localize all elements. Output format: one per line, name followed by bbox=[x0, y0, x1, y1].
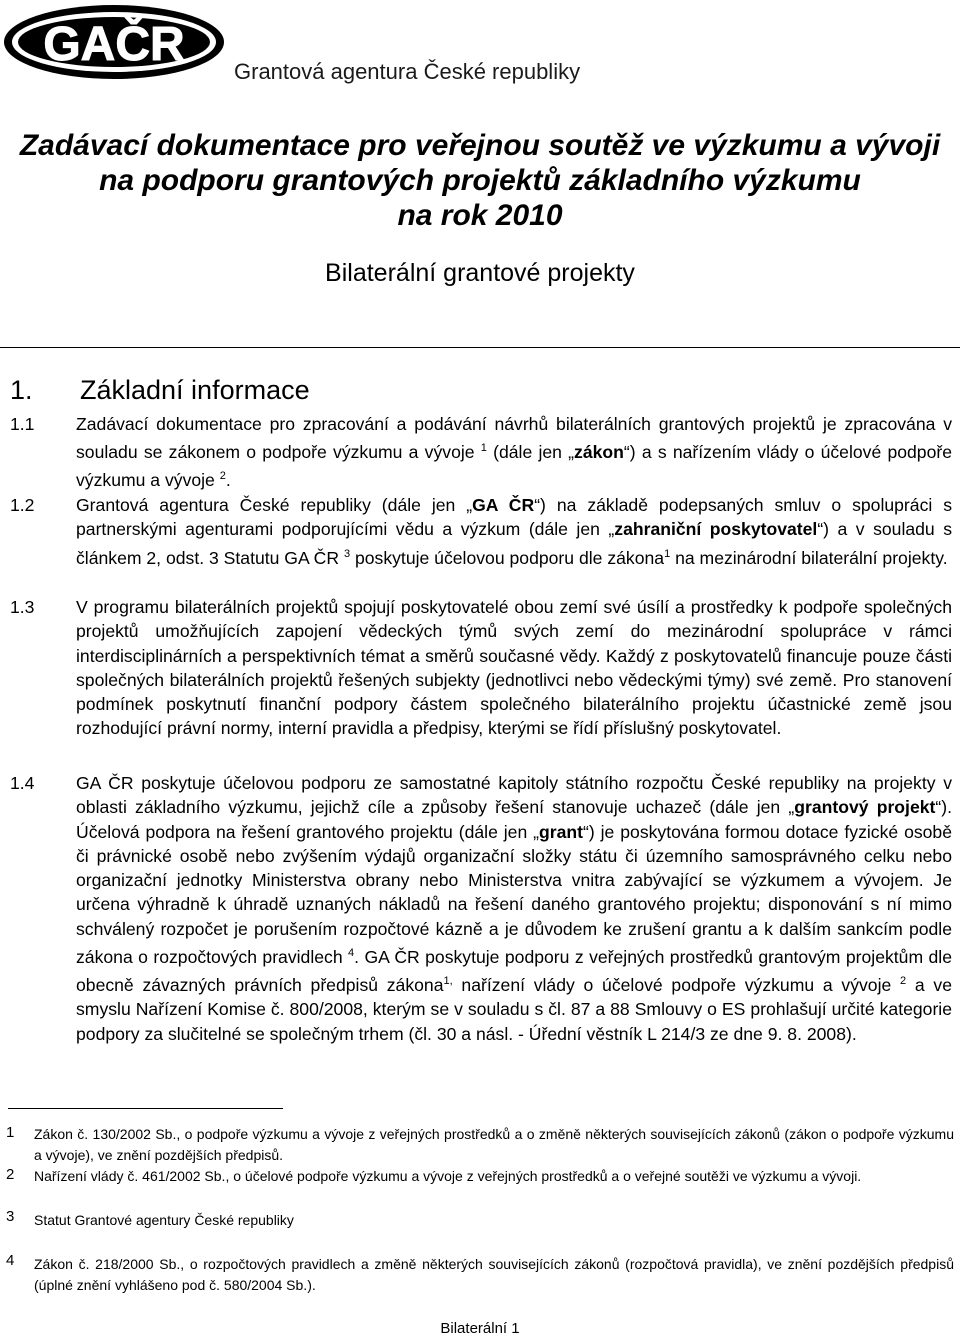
paragraph-text: . GA ČR poskytuje podporu z veřejných prostředků grantovým projektům dle obecně závazných právních předpisů zákona bbox=[76, 946, 953, 996]
logo-text: GAČR bbox=[43, 18, 185, 71]
footnote-ref: 2 bbox=[219, 470, 226, 483]
document-title-line-3: na rok 2010 bbox=[397, 199, 563, 232]
paragraph-text: poskytuje účelovou podporu dle zákona bbox=[350, 547, 665, 568]
paragraph-text: “) a v souladu s článkem 2, odst. 3 Statutu GA ČR bbox=[76, 519, 953, 568]
paragraph-text: nařízení vlády o účelové podpoře výzkumu a vývoje bbox=[452, 975, 901, 996]
paragraph-text: GA ČR poskytuje účelovou podporu ze samostatné kapitoly státního rozpočtu České republiky na projekty v oblasti základního výzkumu, jejichž cíle a způsoby řešení stanovuje uchazeč (dále jen „ bbox=[76, 773, 952, 818]
footnote-ref: 1, bbox=[443, 975, 453, 988]
paragraph-1-4 bbox=[76, 771, 952, 1046]
document-title-line-1: Zadávací dokumentace pro veřejnou soutěž ve výzkumu a vývoji bbox=[19, 129, 941, 162]
paragraph-text: (dále jen „ bbox=[486, 442, 575, 463]
section-heading bbox=[10, 375, 310, 406]
defined-term: grantový projekt bbox=[794, 797, 936, 818]
paragraph-text: Zadávací dokumentace pro zpracování a podávání návrhů bilaterálních grantových projektů je zpracována v souladu se zákonem o podpoře výzkumu a vývoje bbox=[76, 414, 952, 463]
paragraph-number: 1.4 bbox=[10, 773, 35, 793]
footnote-1: Zákon č. 130/2002 Sb., o podpoře výzkumu a vývoje z veřejných prostředků a o změně některých souvisejících zákonů (zákon o podpoře výzkumu a vývoje), ve znění pozdějších předpisů. bbox=[34, 1126, 954, 1163]
footnote-number: 2 bbox=[6, 1166, 15, 1183]
defined-term: grant bbox=[539, 821, 584, 842]
section-number: 1. bbox=[10, 375, 33, 405]
footnote-ref: 4 bbox=[348, 947, 355, 960]
section-title: Základní informace bbox=[80, 375, 310, 405]
footnote-divider bbox=[8, 1108, 283, 1109]
document-title-line-2: na podporu grantových projektů základního výzkumu bbox=[99, 164, 861, 197]
footnote-2: Nařízení vlády č. 461/2002 Sb., o účelové podpoře výzkumu a vývoje z veřejných prostředků a o veřejné soutěži ve výzkumu a vývoji. bbox=[34, 1168, 862, 1184]
document-subtitle: Bilaterální grantové projekty bbox=[325, 259, 635, 287]
paragraph-1-3 bbox=[76, 595, 952, 741]
paragraph-1-1 bbox=[76, 412, 952, 493]
paragraph-text: Grantová agentura České republiky (dále jen „ bbox=[76, 495, 473, 515]
page-footer: Bilaterální 1 bbox=[440, 1320, 520, 1337]
paragraph-1-2 bbox=[76, 493, 952, 570]
footnote-ref: 1 bbox=[664, 547, 671, 560]
paragraph-number: 1.3 bbox=[10, 597, 35, 617]
paragraph-text: “) je poskytována formou dotace fyzické osobě či právnické osobě nebo zvýšením výdajů organizační složky státu či územního samosprávného celku nebo organizační jednotky Ministerstva obrany nebo Ministerstva vnitra zabývající se výzkumem a vývojem. Je určena výhradně k úhradě uznaných nákladů na řešení daného grantového projektu; disponování s ní mimo schválený rozpočet je porušením rozpočtové kázně a je důvodem ke zrušení grantu a k dalším sankcím podle zákona o rozpočtových pravidlech bbox=[76, 821, 953, 967]
gacr-logo bbox=[2, 2, 227, 82]
footnote-3: Statut Grantové agentury České republiky bbox=[34, 1212, 294, 1228]
paragraph-text: . bbox=[225, 470, 231, 491]
paragraph-text: “). Účelová podpora na řešení grantového projektu (dále jen „ bbox=[76, 797, 952, 842]
paragraph-text: V programu bilaterálních projektů spojují poskytovatelé obou zemí své úsílí a prostředky k podpoře společných projektů umožňujících zapojení vědeckých týmů svých zemí do mezinárodní spolupráce v rámci interdisciplinárních a perspektivních témat a směrů současné vědy. Každý z poskytovatelů financuje pouze části společných bilaterálních projektů řešených subjekty (jednotlivci nebo vědeckými týmy) své země. Pro stanovení podmínek poskytnutí finanční podpory částem společného bilaterálního projektu účastnické země jsou rozhodující právní normy, interní pravidla a předpisy, kterými se řídí příslušný poskytovatel. bbox=[76, 597, 952, 739]
defined-term: zahraniční poskytovatel bbox=[614, 519, 818, 540]
paragraph-text: “) na základě podepsaných smluv o spolupráci s partnerskými agenturami podporujícími vědu a výzkum (dále jen „ bbox=[76, 495, 952, 540]
agency-name: Grantová agentura České republiky bbox=[234, 59, 581, 84]
footnote-number: 1 bbox=[6, 1124, 15, 1141]
footnote-4: Zákon č. 218/2000 Sb., o rozpočtových pravidlech a změně některých souvisejících zákonů (rozpočtová pravidla), ve znění pozdějších předpisů (úplné znění vyhlášeno pod č. 580/2004 Sb.). bbox=[34, 1256, 954, 1293]
defined-term: GA ČR bbox=[472, 495, 535, 515]
header-divider bbox=[0, 347, 960, 348]
paragraph-number: 1.2 bbox=[10, 495, 35, 515]
paragraph-text: “) a s nařízením vlády o účelové podpoře výzkumu a vývoje bbox=[76, 442, 953, 491]
footnote-number: 4 bbox=[6, 1252, 15, 1269]
footnote-ref: 2 bbox=[900, 975, 907, 988]
footnote-ref: 3 bbox=[343, 547, 351, 560]
paragraph-text: na mezinárodní bilaterální projekty. bbox=[670, 547, 948, 568]
paragraph-number: 1.1 bbox=[10, 414, 35, 434]
footnote-number: 3 bbox=[6, 1208, 15, 1225]
paragraph-text: a ve smyslu Nařízení Komise č. 800/2008, kterým se v souladu s čl. 87 a 88 Smlouvy o ES prohlašují určité kategorie podpory za slučitelné se společným trhem (čl. 30 a násl. - Úřední věstník L 214/3 ze dne 9. 8. 2008). bbox=[76, 975, 952, 1044]
defined-term: zákon bbox=[574, 442, 624, 463]
footnote-ref: 1 bbox=[480, 442, 487, 455]
